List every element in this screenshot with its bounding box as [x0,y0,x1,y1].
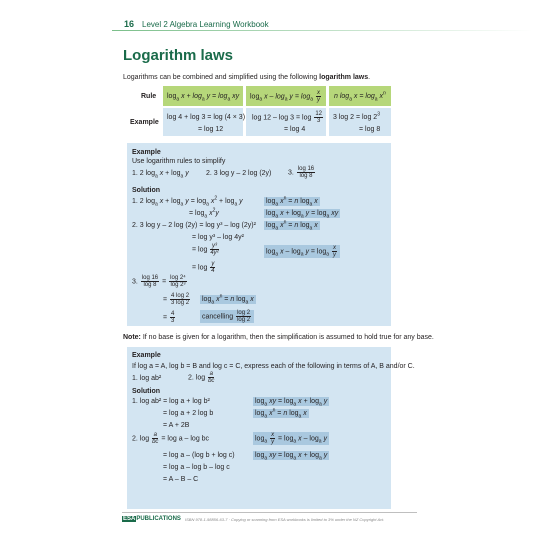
solution3-line3: = $\frac{4}{3}$ [163,311,175,324]
example1-heading: Example [132,149,161,156]
section-title: Logarithm laws [123,47,234,64]
example-power-line2: = log 8 [359,126,381,133]
example2-prompt: If log a = A, log b = B and log c = C, express each of the following in terms of A, B and/or C. [132,363,415,370]
e2-solution2-line2: = log a – (log b + log c) [163,452,235,459]
page-number: 16 [124,19,135,29]
example2-q1: 1. log ab² [132,375,162,382]
e2-solution2-line1: 2. log $\frac{a}{bc}$ = log a – log bc [132,432,210,445]
footer-brand: ESAPUBLICATIONS [123,516,181,522]
hint-power-rule-3: $\log_a x^n = n$ $\log_a x$ [202,293,254,306]
hint-product-rule-1: $\log_a x + \log_a y = \log_a$ xy [266,210,339,220]
rule-quotient: $\log_a x - \log_a y = \log_a$ $\frac{x}{y}$ [250,90,320,103]
row-label-example: Example [130,119,159,126]
example2-heading: Example [132,352,161,359]
example2-q2: 2. log $\frac{a}{bc}$ [188,371,215,384]
note-text: Note: If no base is given for a logarithm, then the simplification is assumed to hold true for any base. [123,334,434,341]
e2-solution1-line3: = A + 2B [163,422,190,429]
example-quotient-line2: = log 4 [284,126,306,133]
row-label-rule: Rule [141,93,157,100]
footer-rule [122,512,417,513]
rule-product: $\log_a x + \log_a y = \log_a$ xy [167,93,240,103]
hint-cancelling: cancelling $\frac{\log 2}{\log 2}$ [200,310,254,323]
example1-q3: 3. $\frac{\log 16}{\log 8}$ [288,166,315,179]
solution3-line1: 3. $\frac{\log 16}{\log 8}$ = $\frac{\text{log 2⁴}}{\text{log 2³}}$ [132,275,186,288]
example-power-line1: 3 $\log 2 = \log 2^3$ [333,111,380,121]
hint-e2-quotient: $\log_a$ $\frac{x}{y}$ = $\log_a x - \log_a y$ [255,432,327,445]
solution1-line1: 1. 2 $\log_a x + \log_a y = \log_a x^2 + \log_a y$ [132,195,243,208]
hint-e2-product-2: $\log_a$ xy = $\log_a x + \log_a y$ [255,452,328,462]
e2-solution1-line2: = log a + 2 log b [163,410,214,417]
rule-power: n $\log_a x = \log_a x^n$ [334,90,386,103]
hint-e2-product: $\log_a$ xy = $\log_a x + \log_a y$ [255,398,328,408]
example1-prompt: Use logarithm rules to simplify [132,158,226,165]
header-title: Level 2 Algebra Learning Workbook [142,20,269,29]
example2-solution-heading: Solution [132,388,160,395]
solution2-line2: = log y³ – log 4y² [192,234,244,241]
e2-solution2-line3: = log a – log b – log c [163,464,230,471]
solution1-line2: = $\log_a x^2y$ [189,207,219,220]
solution2-line4: = log $\frac{y}{4}$ [192,261,215,274]
example-product-line2: = log 12 [198,126,224,133]
example-product-line1: log 4 + log 3 = log (4 × 3) [167,114,246,121]
hint-power-rule-1: $\log_a x^n = n$ $\log_a x$ [266,195,318,208]
hint-e2-power: $\log_a x^n = n$ $\log_a x$ [255,407,307,420]
solution2-line1: 2. 3 log y – 2 log (2y) = log y³ – log (2y)² [132,222,256,229]
intro-text: Logarithms can be combined and simplified using the following logarithm laws. [123,74,371,81]
e2-solution1-line1: 1. log ab² = log a + log b² [132,398,210,405]
hint-quotient-rule: $\log_a x - \log_a y = \log_a$ $\frac{x}{y}$ [264,245,340,258]
hint-power-rule-2: $\log_a x^n = n$ $\log_a x$ [266,219,318,232]
solution2-line3: = log $\frac{\text{y³}}{\text{4y²}}$ [192,243,219,256]
example1-q2: 2. 3 log y – 2 log (2y) [206,170,272,177]
e2-solution2-line4: = A – B – C [163,476,199,483]
example1-solution-heading: Solution [132,187,160,194]
header-rule [112,30,532,31]
footer-copyright: ISBN 978-1-98856-63-7 · Copying or scanning from ESA workbooks is limited to 3% under the NZ Copyright Act. [185,517,385,522]
example1-q1: 1. 2 $\log_a x + \log_a y$ [132,170,189,180]
example-quotient-line1: log 12 – log 3 = log $\frac{12}{3}$ [252,111,322,124]
solution3-line2: = $\frac{4 \log 2}{3 \log 2}$ [163,293,190,306]
